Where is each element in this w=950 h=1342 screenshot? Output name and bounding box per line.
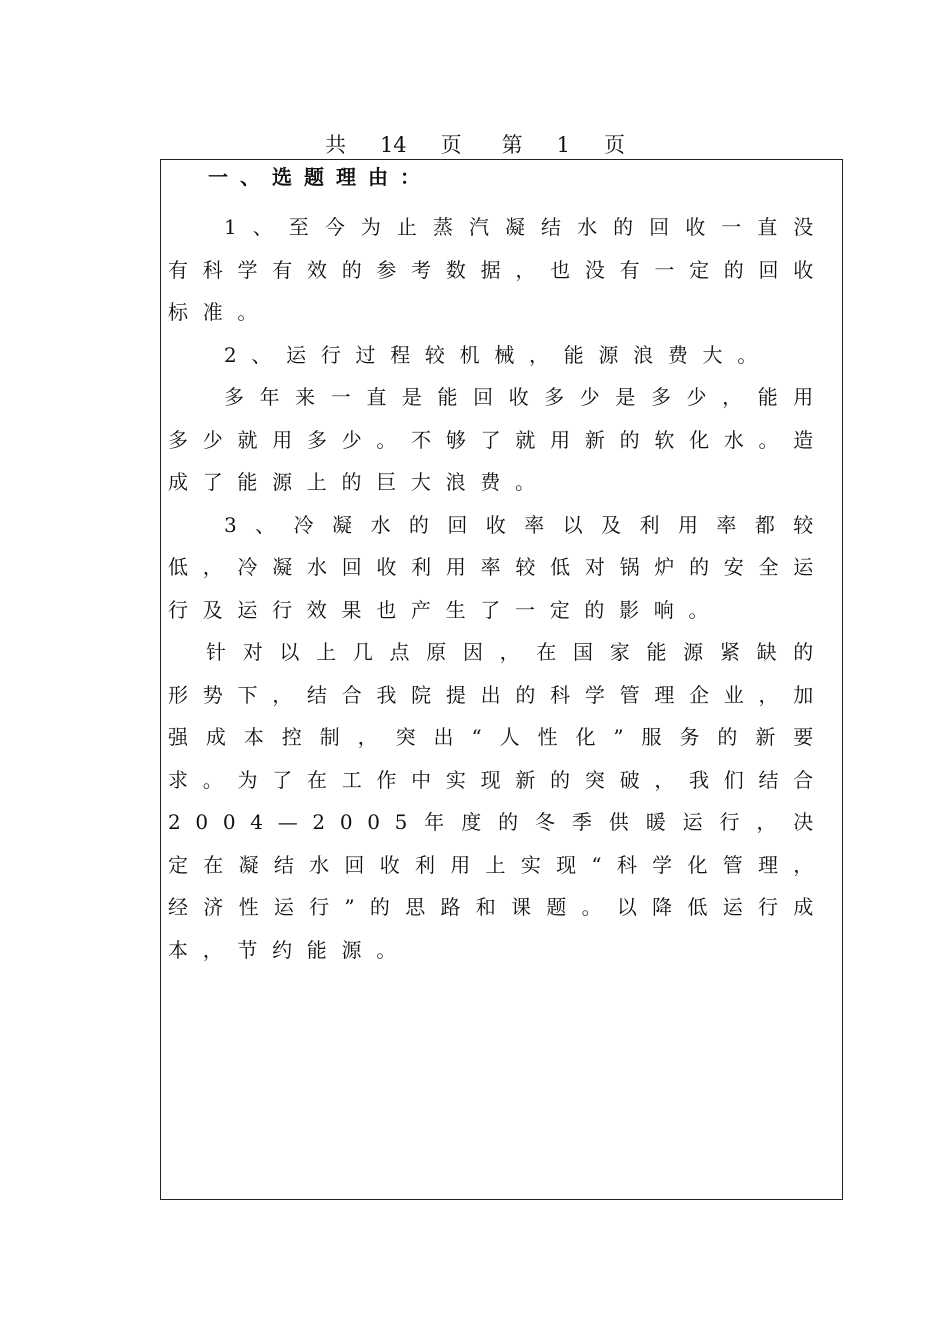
paragraph-reason-2: 2、运行过程较机械，能源浪费大。 xyxy=(224,342,772,367)
paragraph-conclusion: 针对以上几点原因，在国家能源紧缺的形势下，结合我院提出的科学管理企业，加强成本控制，突出“人性化”服务的新要求。为了在工作中实现新的突破，我们结合2004—2005年度的冬季供暖运行，决定在凝结水回收利用上实现“科学化管理，经济性运行”的思路和课题。以降低运行成本，节约能源。 xyxy=(168,640,828,962)
form-frame xyxy=(160,159,843,1200)
section-title: 一、选题理由： xyxy=(208,165,432,189)
page-word: 页 xyxy=(440,133,462,157)
total-prefix: 共 xyxy=(324,133,346,157)
body-content xyxy=(168,206,828,971)
total-pages: 14 xyxy=(379,133,407,157)
paragraph-reason-3: 3、冷凝水的回收率以及利用率都较低，冷凝水回收利用率较低对锅炉的安全运行及运行效果也产生了一定的影响。 xyxy=(168,512,828,622)
paragraph-reason-1: 1、至今为止蒸汽凝结水的回收一直没有科学有效的参考数据，也没有一定的回收标准。 xyxy=(168,215,828,324)
page-counter xyxy=(0,131,950,159)
current-page: 1 xyxy=(556,133,571,157)
paragraph-reason-2-detail: 多年来一直是能回收多少是多少，能用多少就用多少。不够了就用新的软化水。造成了能源上的巨大浪费。 xyxy=(168,385,828,494)
current-prefix: 第 xyxy=(501,133,523,157)
page-word-2: 页 xyxy=(604,133,626,157)
